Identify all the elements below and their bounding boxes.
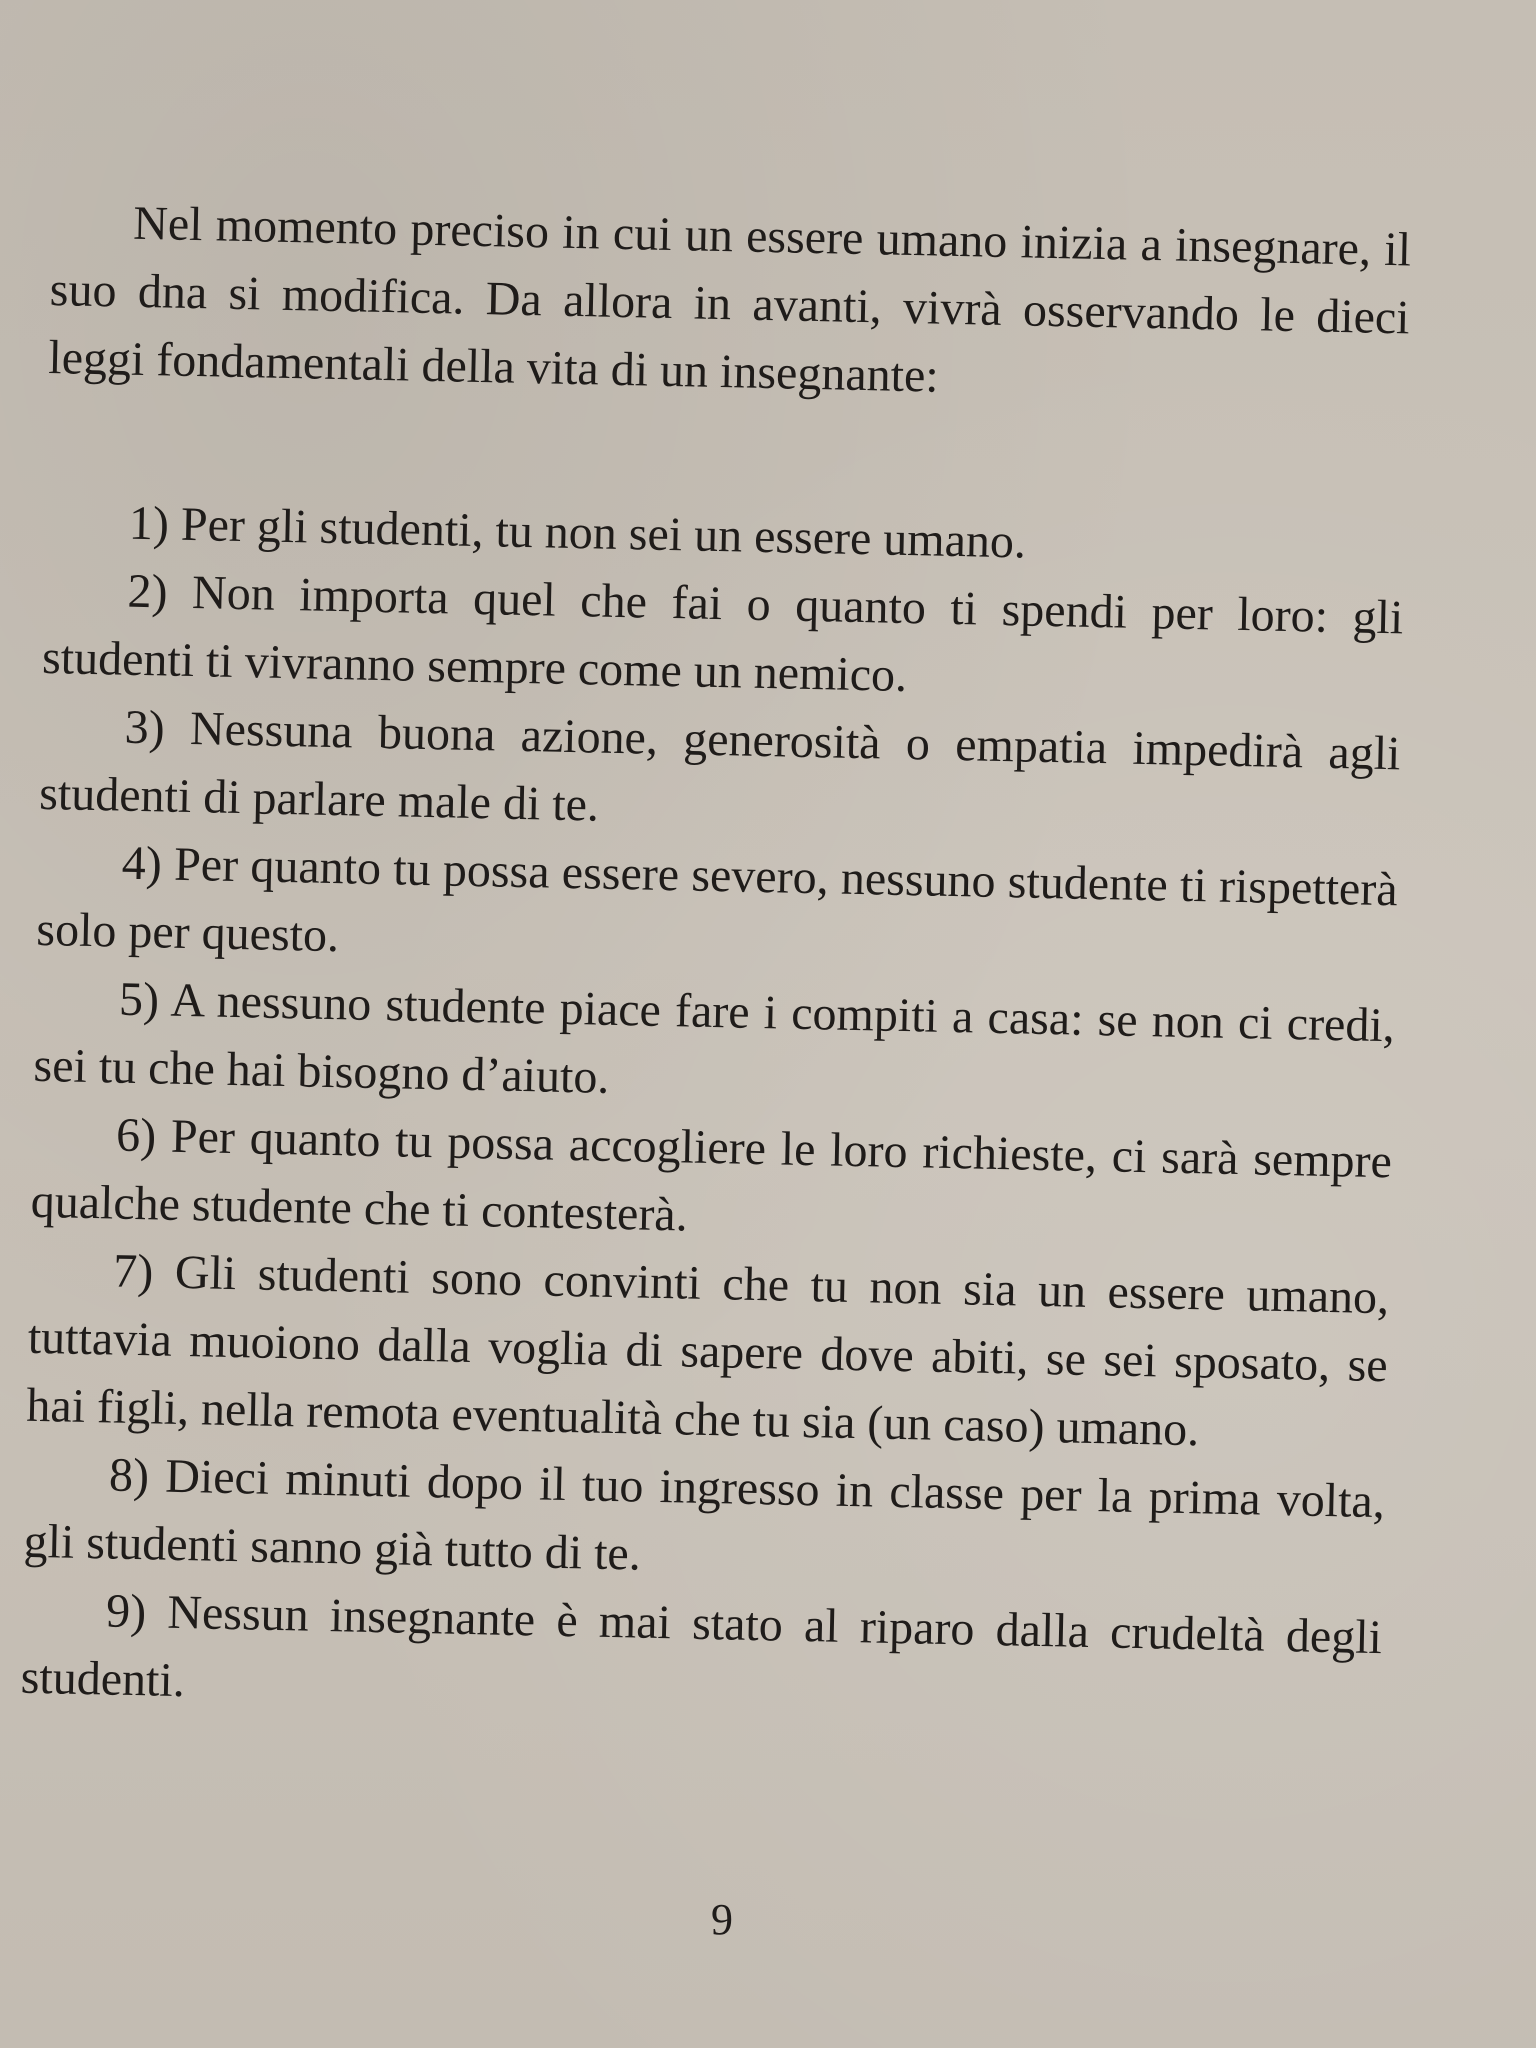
rule-item: 6) Per quanto tu possa accogliere le loro richieste, ci sarà sempre qualche studente che ti contesterà. [30, 1108, 1393, 1242]
intro-paragraph [48, 188, 1412, 420]
rule-item: 7) Gli studenti sono convinti che tu non sia un essere umano, tuttavia muoiono dalla voglia di sapere dove abiti, se sei sposato, se hai figli, nella remota eventualità che tu sia (un caso) umano. [25, 1244, 1390, 1457]
rule-item: 2) Non importa quel che fai o quanto ti spendi per loro: gli studenti ti vivranno sempre come un nemico. [41, 564, 1404, 703]
rule-item: 8) Dieci minuti dopo il tuo ingresso in classe per la prima volta, gli studenti sanno già tutto di te. [23, 1448, 1386, 1581]
rule-item: 1) Per gli studenti, tu non sei un essere umano. [128, 496, 1027, 569]
rules-list [20, 488, 1405, 1740]
page-text [20, 188, 1412, 1740]
rule-item: 3) Nessuna buona azione, generosità o empatia impedirà agli studenti di parlare male di te. [38, 700, 1402, 832]
rule-item: 5) A nessuno studente piace fare i compiti a casa: se non ci credi, sei tu che hai bisogno d’aiuto. [33, 972, 1396, 1104]
rule-item: 4) Per quanto tu possa essere severo, nessuno studente ti rispetterà solo per questo. [35, 836, 1399, 963]
intro-text: Nel momento preciso in cui un essere umano inizia a insegnare, il suo dna si modifica. Da allora in avanti, vivrà osservando le dieci leggi fondamentali della vita di un insegnante: [47, 196, 1412, 403]
rule-item: 9) Nessun insegnante è mai stato al riparo dalla crudeltà degli studenti. [20, 1584, 1383, 1708]
page-number: 9 [711, 1895, 733, 1944]
